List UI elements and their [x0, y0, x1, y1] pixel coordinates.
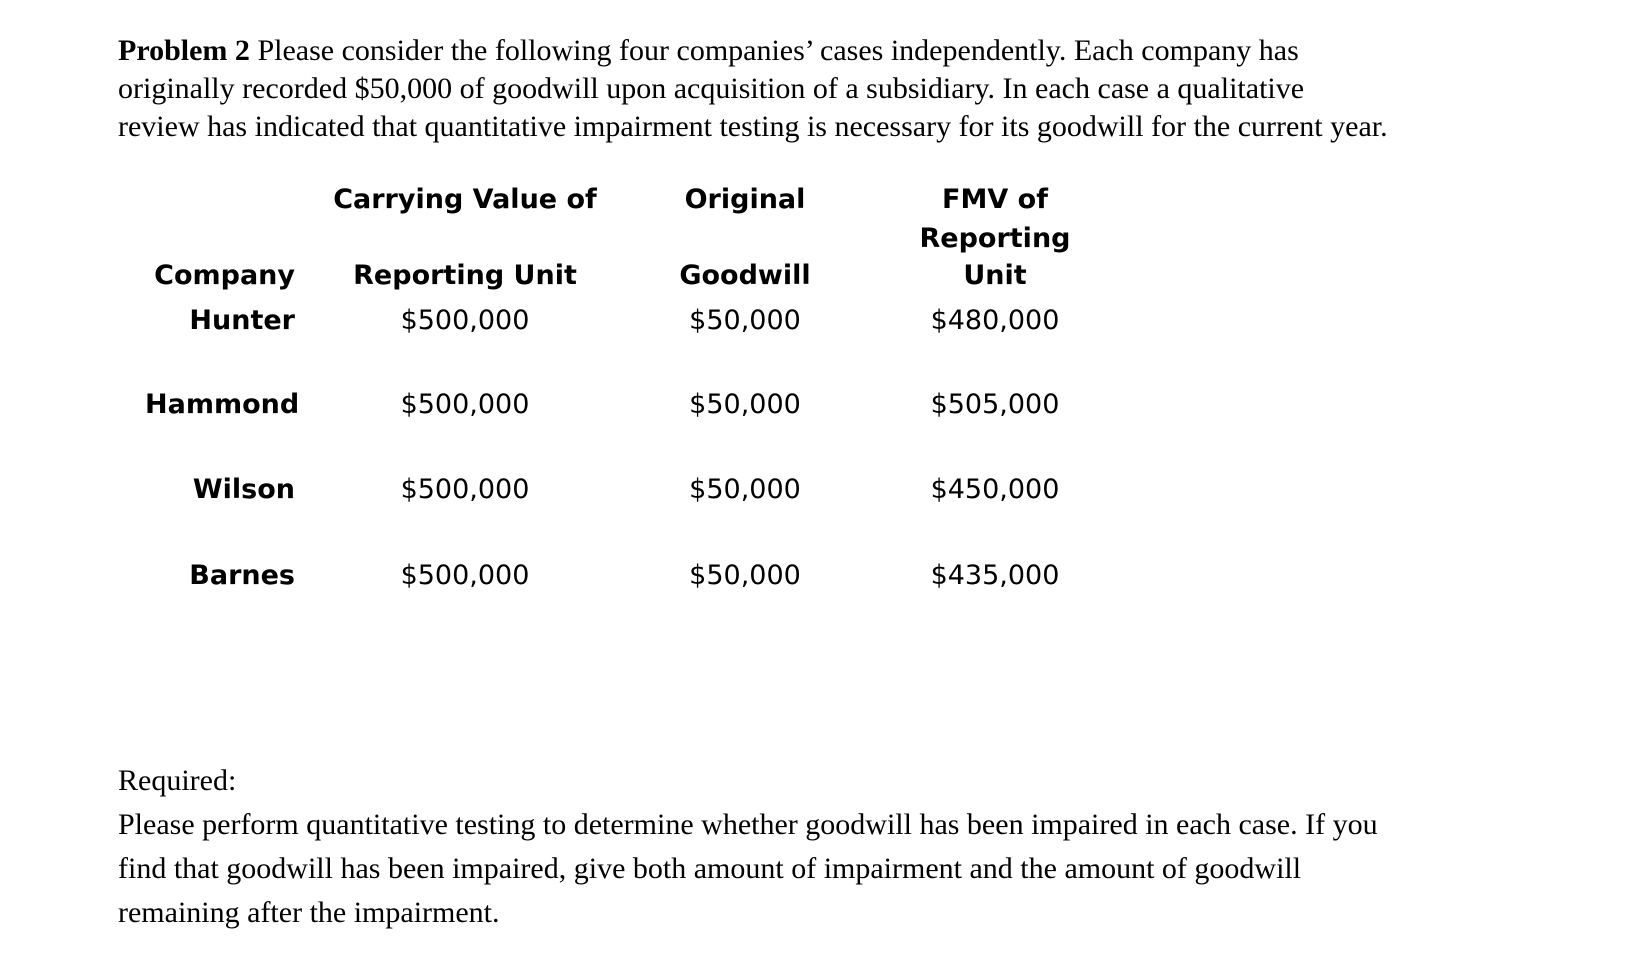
row-carrying-value: $500,000: [400, 389, 530, 420]
problem-label: Problem 2: [118, 34, 250, 67]
row-goodwill: $50,000: [689, 305, 801, 336]
header-goodwill-top: Original: [684, 184, 806, 215]
row-fmv: $435,000: [930, 560, 1060, 591]
row-goodwill: $50,000: [689, 560, 801, 591]
row-company: Hunter: [189, 305, 295, 336]
row-fmv: $505,000: [930, 389, 1060, 420]
header-fmv-line-1: FMV of: [942, 184, 1048, 215]
required-label: Required:: [118, 764, 237, 797]
row-goodwill: $50,000: [689, 474, 801, 505]
intro-line-2: originally recorded $50,000 of goodwill upon acquisition of a subsidiary. In each case a qualitative: [118, 72, 1305, 105]
row-carrying-value: $500,000: [400, 474, 530, 505]
row-company: Barnes: [189, 560, 295, 591]
row-company: Wilson: [192, 474, 295, 505]
problem-intro: [118, 32, 1598, 146]
row-carrying-value: $500,000: [400, 305, 530, 336]
row-carrying-value: $500,000: [400, 560, 530, 591]
required-line-1: Please perform quantitative testing to determine whether goodwill has been impaired in each case. If you: [118, 808, 1378, 841]
row-fmv: $480,000: [930, 305, 1060, 336]
row-fmv: $450,000: [930, 474, 1060, 505]
intro-line-1-text: Please consider the following four companies’ cases independently. Each company has: [249, 34, 1299, 67]
required-line-2: find that goodwill has been impaired, give both amount of impairment and the amount of goodwill: [118, 852, 1302, 885]
header-company: Company: [154, 260, 295, 291]
required-line-3: remaining after the impairment.: [118, 896, 500, 929]
row-company: Hammond: [145, 389, 300, 420]
row-goodwill: $50,000: [689, 389, 801, 420]
header-goodwill-bottom: Goodwill: [679, 260, 811, 291]
header-fmv-line-3: Unit: [963, 260, 1027, 291]
header-carrying-value-bottom: Reporting Unit: [353, 260, 577, 291]
intro-line-3: review has indicated that quantitative impairment testing is necessary for its goodwill for the current year.: [118, 110, 1388, 143]
required-section: [118, 759, 1618, 935]
intro-line-1: [118, 32, 1598, 70]
header-fmv-line-2: Reporting: [919, 223, 1071, 254]
header-carrying-value-top: Carrying Value of: [333, 184, 597, 215]
